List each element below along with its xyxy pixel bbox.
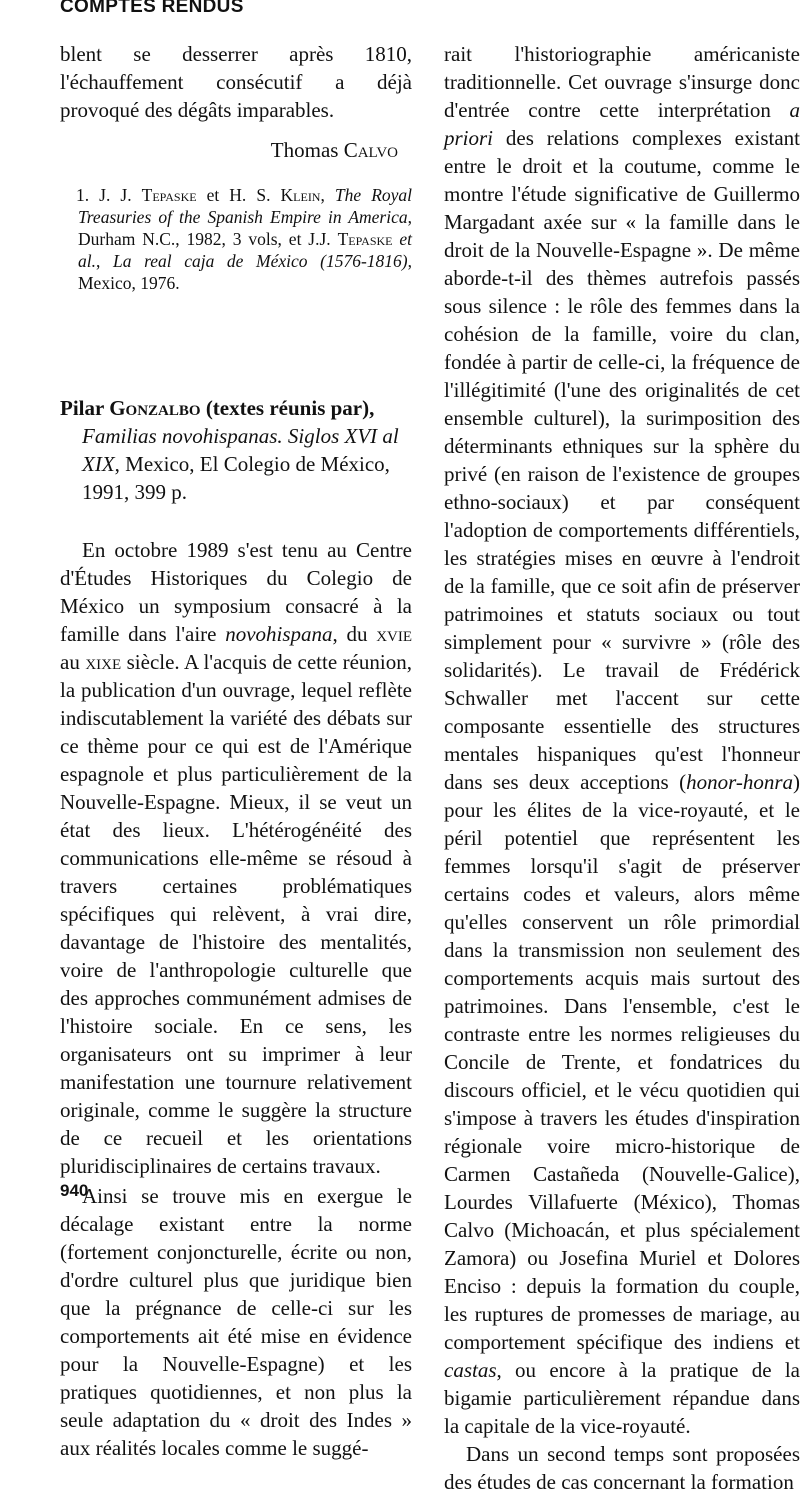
review-paragraph: Ainsi se trouve mis en exergue le décalage existant entre la norme (fortement conjoncturelle, écrite ou non, d'ordre culturel plus que juridique bien que la prégnance de celle-ci sur les comportements ait été mise en évidence pour la Nouvelle-Espagne) et les pratiques quotidiennes, et non plus la seule adaptation du « droit des Indes » aux réalités locales comme le suggé- <box>60 1184 412 1460</box>
footnote-text: , Mexico, 1976. <box>78 251 412 293</box>
book-author-first: Pilar <box>60 396 104 420</box>
footnote-text: , Durham N.C., 1982, 3 vols, et J.J. <box>78 207 412 249</box>
italic-term: honor-honra <box>686 770 793 794</box>
text-run: siècle. A l'acquis de cette réunion, la publication d'un ouvrage, lequel reflète indiscutablement la variété des débats sur ce thème pour ce qui est de l'Amérique espagnole et plus particulièrement de la Nouvelle-Espagne. Mieux, il se veut un état des lieux. L'hétérogénéité des communications elle-même se résoud à travers certaines problématiques spécifiques qui relèvent, à vrai dire, davantage de l'histoire des mentalités, voire de l'anthropologie culturelle que des approches communément admises de l'histoire sociale. En ce sens, les organisateurs ont su imprimer à leur manifestation une tournure relativement originale, comme le suggère la structure de ce recueil et les orientations pluridisciplinaires de certains travaux. <box>60 650 413 1178</box>
right-column <box>444 40 800 1496</box>
text-run: rait l'historiographie américaniste traditionnelle. Cet ouvrage s'insurge donc d'entrée contre cette interprétation <box>444 42 800 122</box>
book-editor-note: (textes réunis par), <box>205 396 375 420</box>
review-paragraph: Dans un second temps sont proposées des études de cas concernant la formation <box>444 1442 800 1494</box>
book-title: Familias novohispanas. Siglos XVI al XIX <box>82 424 399 476</box>
footnote-author: Klein <box>280 185 321 205</box>
book-author-last: Gonzalbo <box>109 396 201 420</box>
signature <box>60 136 412 164</box>
text-run: , du <box>332 622 368 646</box>
footnote-author: Tepaske <box>141 185 197 205</box>
signature-first-name: Thomas <box>270 138 339 162</box>
signature-last-name: Calvo <box>343 138 398 162</box>
italic-term: a priori <box>444 98 800 150</box>
century-numeral: xixe <box>85 650 122 674</box>
footnote-title: The Royal Treasuries of the Spanish Empire in America <box>78 185 413 227</box>
text-run: des relations complexes existant entre le droit et la coutume, comme le montre l'étude significative de Guillermo Margadant axée sur « la famille dans le droit de la Nouvelle-Espagne ». De même aborde-t-il des thèmes autrefois passés sous silence : le rôle des femmes dans la cohésion de la famille, voire du clan, fondée à partir de celle-ci, la fréquence de l'illégitimité (l'une des originalités de cet ensemble culturel), la surimposition des déterminants ethniques sur la sphère du privé (en raison de l'existence de groupes ethno-sociaux) et par conséquent l'adoption de comportements différentiels, les stratégies mises en œuvre à l'endroit de la famille, que ce soit afin de préserver patrimoines et statuts sociaux ou tout simplement pour « survivre » (rôle des solidarités). Le travail de Frédérick Schwaller met l'accent sur cette composante essentielle des structures mentales hispaniques qu'est l'honneur dans ses deux acceptions ( <box>444 126 800 794</box>
century-numeral: xvie <box>376 622 413 646</box>
footnote-text: 1. J. J. <box>76 185 132 205</box>
page-number: 940 <box>60 1181 89 1200</box>
running-title: COMPTES RENDUS <box>60 0 244 17</box>
italic-term: novohispana <box>225 622 333 646</box>
text-run: au <box>60 650 80 674</box>
footnote-title: La real caja de México (1576-1816) <box>112 251 408 271</box>
book-reference <box>60 394 412 506</box>
review-paragraph <box>444 40 800 1440</box>
continuation-paragraph: blent se desserrer après 1810, l'échauffement consécutif a déjà provoqué des dégâts imparables. <box>60 42 412 122</box>
left-column <box>60 40 412 1462</box>
footnote-author: Tepaske <box>337 229 393 249</box>
review-body <box>60 536 412 1462</box>
review-paragraph <box>60 536 412 1180</box>
text-run: ) pour les élites de la vice-royauté, et le péril potentiel que représentent les femmes lorsqu'il s'agit de préserver certains codes et valeurs, alors même qu'elles conservent un rôle primordial dans la transmission non seulement des comportements acquis mais surtout des patrimoines. Dans l'ensemble, c'est le contraste entre les normes religieuses du Concile de Trente, et fondatrices du discours officiel, et le vécu quotidien qui s'impose à travers les études d'inspiration régionale voire micro-historique de Carmen Castañeda (Nouvelle-Galice), Lourdes Villafuerte (México), Thomas Calvo (Michoacán, et plus spécialement Zamora) ou Josefina Muriel et Dolores Enciso : depuis la formation du couple, les ruptures de promesses de mariage, au comportement spécifique des indiens et <box>444 770 800 1354</box>
footnote-et-al: et al. <box>78 229 413 271</box>
text-run: En octobre 1989 s'est tenu au Centre d'Études Historiques du Colegio de México un symposium consacré à la famille dans l'aire <box>60 538 412 646</box>
footnote: 1. J. J. Tepaske et H. S. Klein, The Royal Treasuries of the Spanish Empire in America, Durham N.C., 1982, 3 vols, et J.J. Tepaske et al., La real caja de México (1576-1816), Mexico, 1976. <box>76 185 413 293</box>
footnote-text: et H. S. <box>206 185 271 205</box>
text-run: , ou encore à la pratique de la bigamie particulièrement répandue dans la capitale de la vice-royauté. <box>444 1358 800 1438</box>
book-publication: , Mexico, El Colegio de México, 1991, 399 p. <box>82 452 390 504</box>
italic-term: castas <box>444 1358 497 1382</box>
